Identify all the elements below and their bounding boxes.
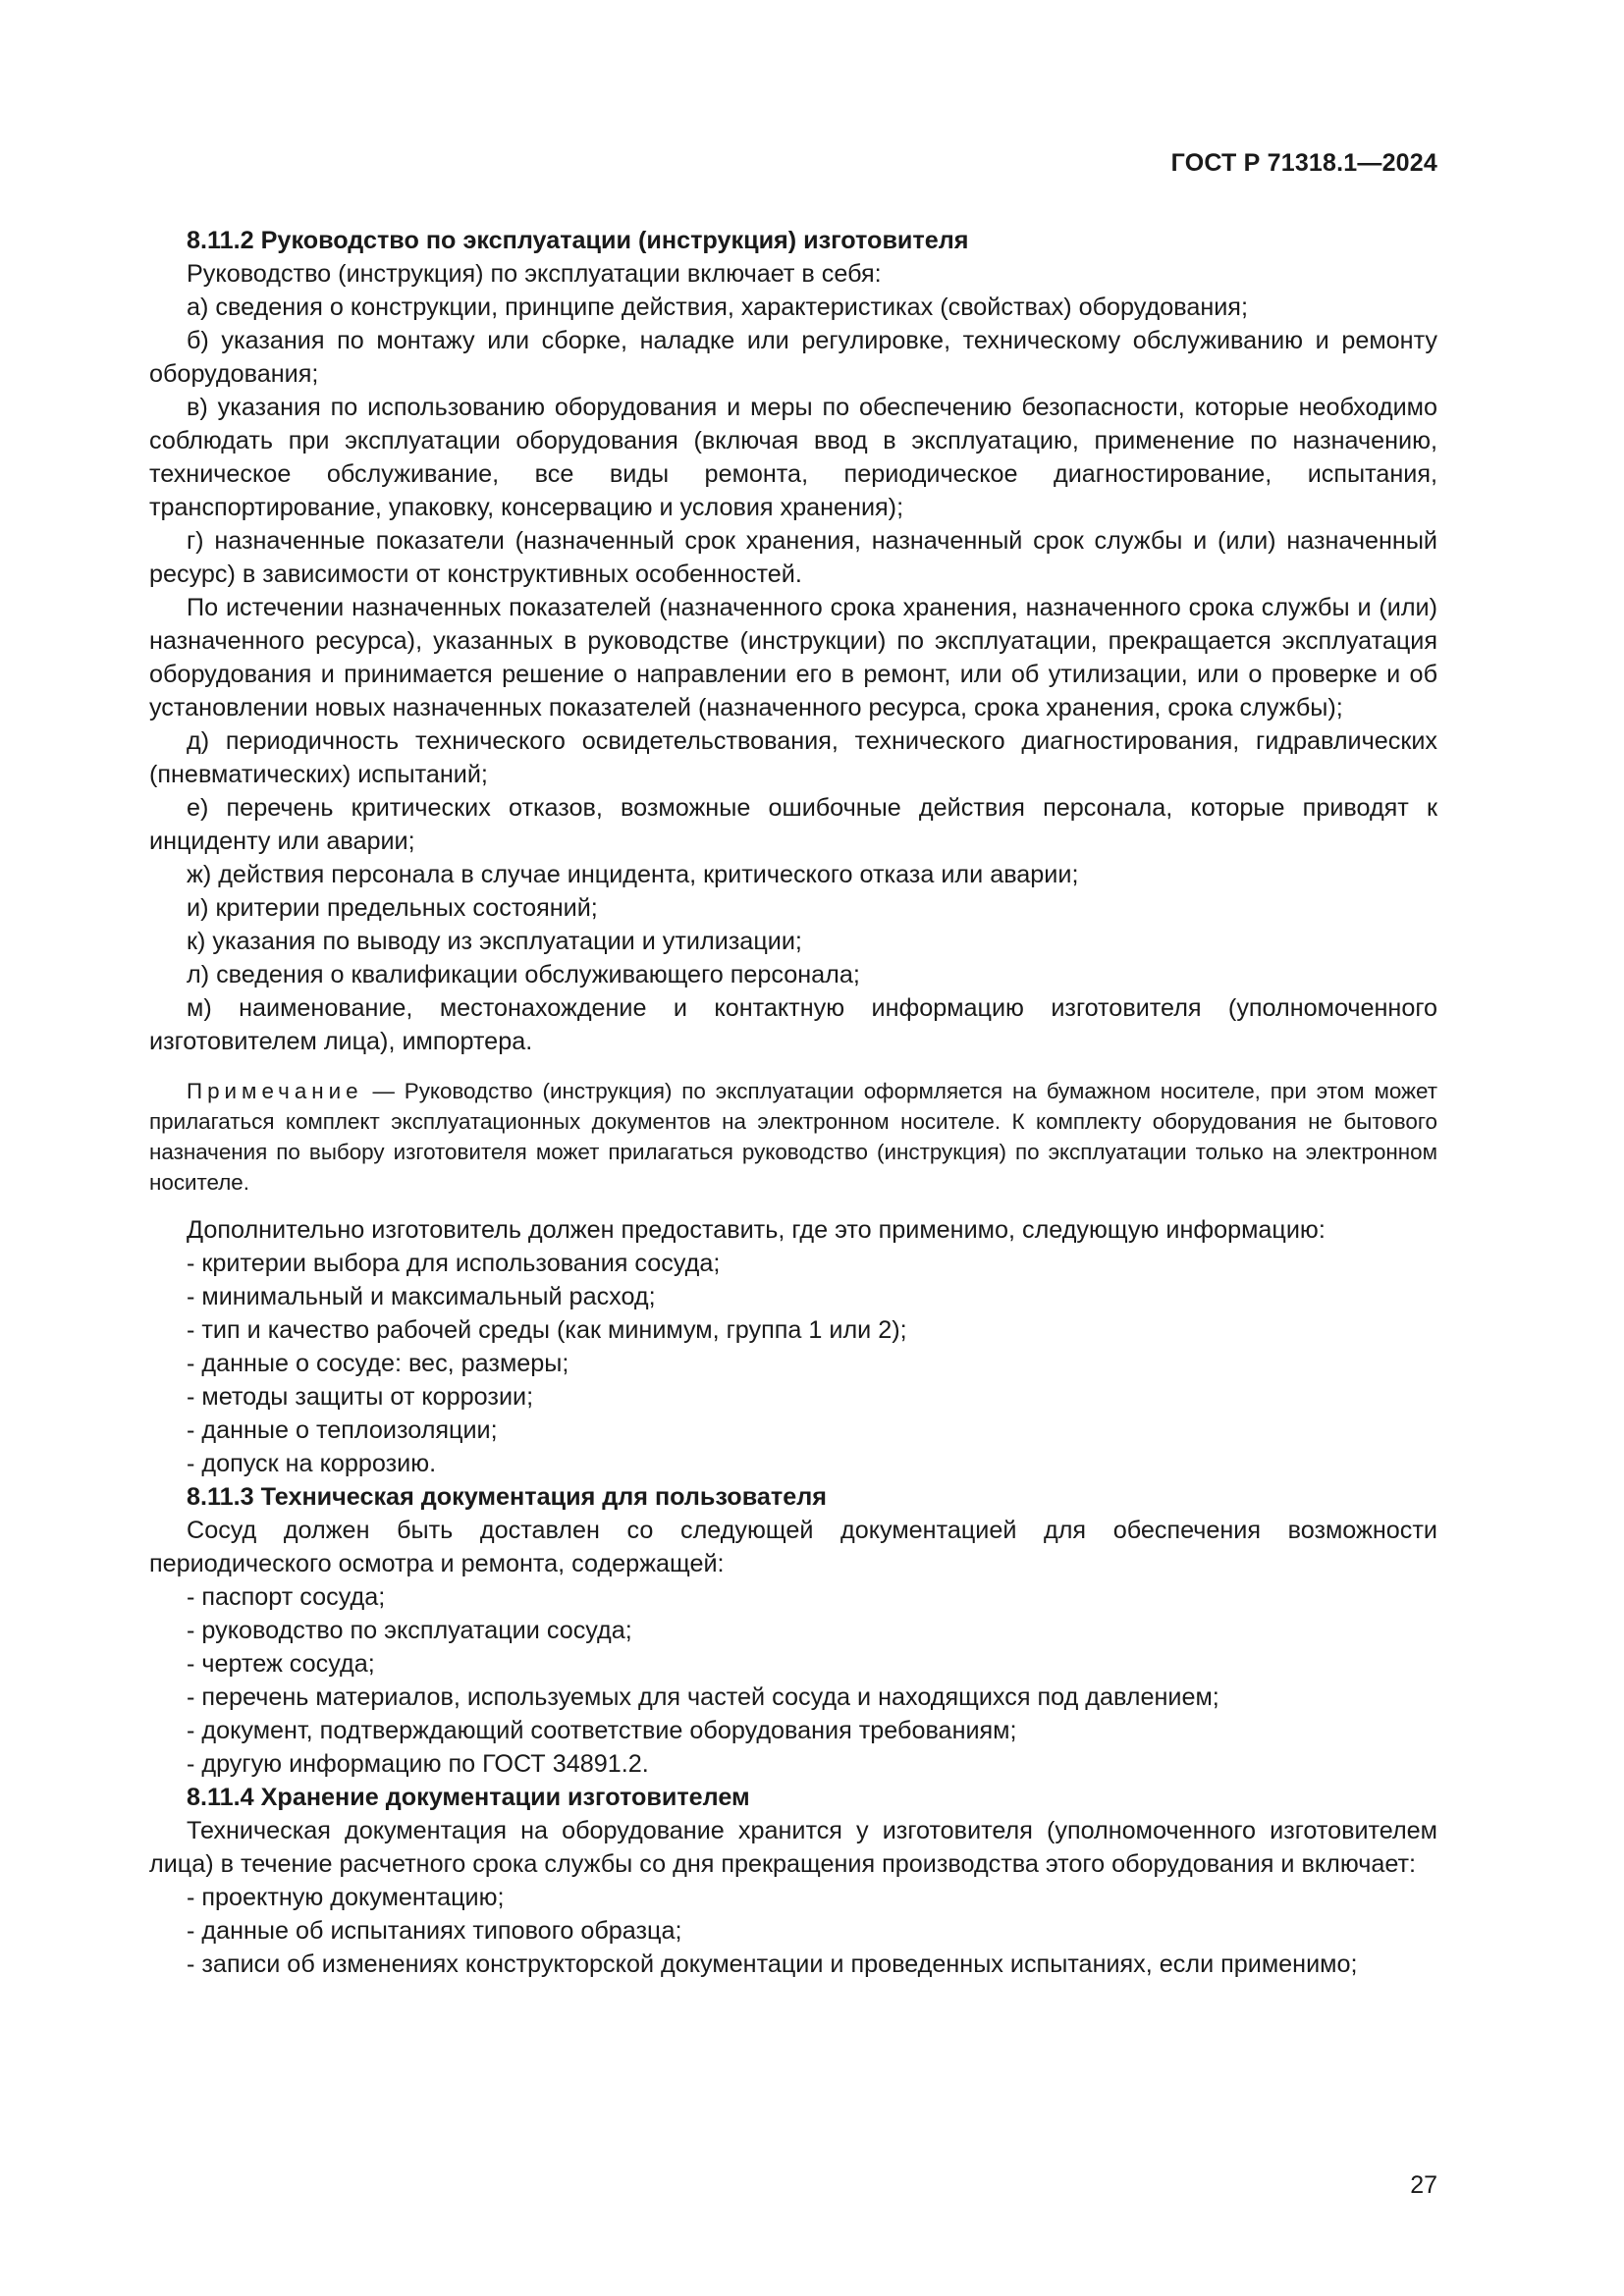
- note: [149, 1076, 1437, 1198]
- list-item: - документ, подтверждающий соответствие оборудования требованиям;: [187, 1717, 1017, 1744]
- list-item: ж) действия персонала в случае инцидента, критического отказа или аварии;: [187, 861, 1079, 888]
- list-item: а) сведения о конструкции, принципе действия, характеристиках (свойствах) оборудования;: [187, 294, 1248, 321]
- paragraph: Техническая документация на оборудование хранится у изготовителя (уполномоченного изготовителем лица) в течение расчетного срока службы со дня прекращения производства этого оборудования и включает:: [149, 1817, 1437, 1878]
- list-item: - перечень материалов, используемых для частей сосуда и находящихся под давлением;: [187, 1683, 1219, 1711]
- section-heading-8-11-4: 8.11.4 Хранение документации изготовителем: [187, 1784, 750, 1811]
- list-item: - другую информацию по ГОСТ 34891.2.: [187, 1750, 649, 1778]
- list-item: в) указания по использованию оборудования и меры по обеспечению безопасности, которые необходимо соблюдать при эксплуатации оборудования (включая ввод в эксплуатацию, применение по назначению, техническое обслуживание, все виды ремонта, периодическое диагностирование, испытания, транспортирование, упаковку, консервацию и условия хранения);: [149, 394, 1437, 521]
- list-item: к) указания по выводу из эксплуатации и утилизации;: [187, 928, 802, 955]
- list-item: - методы защиты от коррозии;: [187, 1383, 534, 1411]
- paragraph: По истечении назначенных показателей (назначенного срока хранения, назначенного срока службы и (или) назначенного ресурса), указанных в руководстве (инструкции) по эксплуатации, прекращается эксплуатация оборудования и принимается решение о направлении его в ремонт, или об утилизации, или о проверке и об установлении новых назначенных показателей (назначенного ресурса, срока хранения, срока службы);: [149, 594, 1437, 721]
- document-header: ГОСТ Р 71318.1—2024: [1170, 149, 1437, 177]
- paragraph: Сосуд должен быть доставлен со следующей документацией для обеспечения возможности периодического осмотра и ремонта, содержащей:: [149, 1517, 1437, 1577]
- list-item: г) назначенные показатели (назначенный срок хранения, назначенный срок службы и (или) назначенный ресурс) в зависимости от конструктивных особенностей.: [149, 527, 1437, 588]
- list-item: л) сведения о квалификации обслуживающего персонала;: [187, 961, 860, 988]
- note-label: Примечание: [187, 1079, 363, 1103]
- note-text: — Руководство (инструкция) по эксплуатации оформляется на бумажном носителе, при этом может прилагаться комплект эксплуатационных документов на электронном носителе. К комплекту оборудования не бытового назначения по выбору изготовителя может прилагаться руководство (инструкция) по эксплуатации только на электронном носителе.: [149, 1079, 1437, 1195]
- list-item: - критерии выбора для использования сосуда;: [187, 1250, 721, 1277]
- list-item: - чертеж сосуда;: [187, 1650, 375, 1678]
- section-heading-8-11-3: 8.11.3 Техническая документация для пользователя: [187, 1483, 827, 1511]
- list-item: м) наименование, местонахождение и контактную информацию изготовителя (уполномоченного изготовителем лица), импортера.: [149, 994, 1437, 1055]
- list-item: - паспорт сосуда;: [187, 1583, 386, 1611]
- page-number: 27: [1410, 2171, 1437, 2199]
- list-item: - допуск на коррозию.: [187, 1450, 437, 1477]
- list-item: и) критерии предельных состояний;: [187, 894, 598, 922]
- list-item: б) указания по монтажу или сборке, наладке или регулировке, техническому обслуживанию и ремонту оборудования;: [149, 327, 1437, 388]
- list-item: - данные о теплоизоляции;: [187, 1416, 498, 1444]
- list-item: - руководство по эксплуатации сосуда;: [187, 1617, 632, 1644]
- list-item: - данные о сосуде: вес, размеры;: [187, 1350, 569, 1377]
- list-item: д) периодичность технического освидетельствования, технического диагностирования, гидравлических (пневматических) испытаний;: [149, 727, 1437, 788]
- paragraph: Дополнительно изготовитель должен предоставить, где это применимо, следующую информацию:: [187, 1216, 1326, 1244]
- paragraph: Руководство (инструкция) по эксплуатации включает в себя:: [187, 260, 882, 288]
- list-item: - данные об испытаниях типового образца;: [187, 1917, 682, 1945]
- list-item: - тип и качество рабочей среды (как минимум, группа 1 или 2);: [187, 1316, 907, 1344]
- page-content: [149, 224, 1437, 1981]
- list-item: - минимальный и максимальный расход;: [187, 1283, 656, 1310]
- section-heading-8-11-2: 8.11.2 Руководство по эксплуатации (инструкция) изготовителя: [187, 227, 969, 254]
- list-item: е) перечень критических отказов, возможные ошибочные действия персонала, которые приводят к инциденту или аварии;: [149, 794, 1437, 855]
- list-item: - записи об изменениях конструкторской документации и проведенных испытаниях, если применимо;: [187, 1950, 1358, 1978]
- list-item: - проектную документацию;: [187, 1884, 505, 1911]
